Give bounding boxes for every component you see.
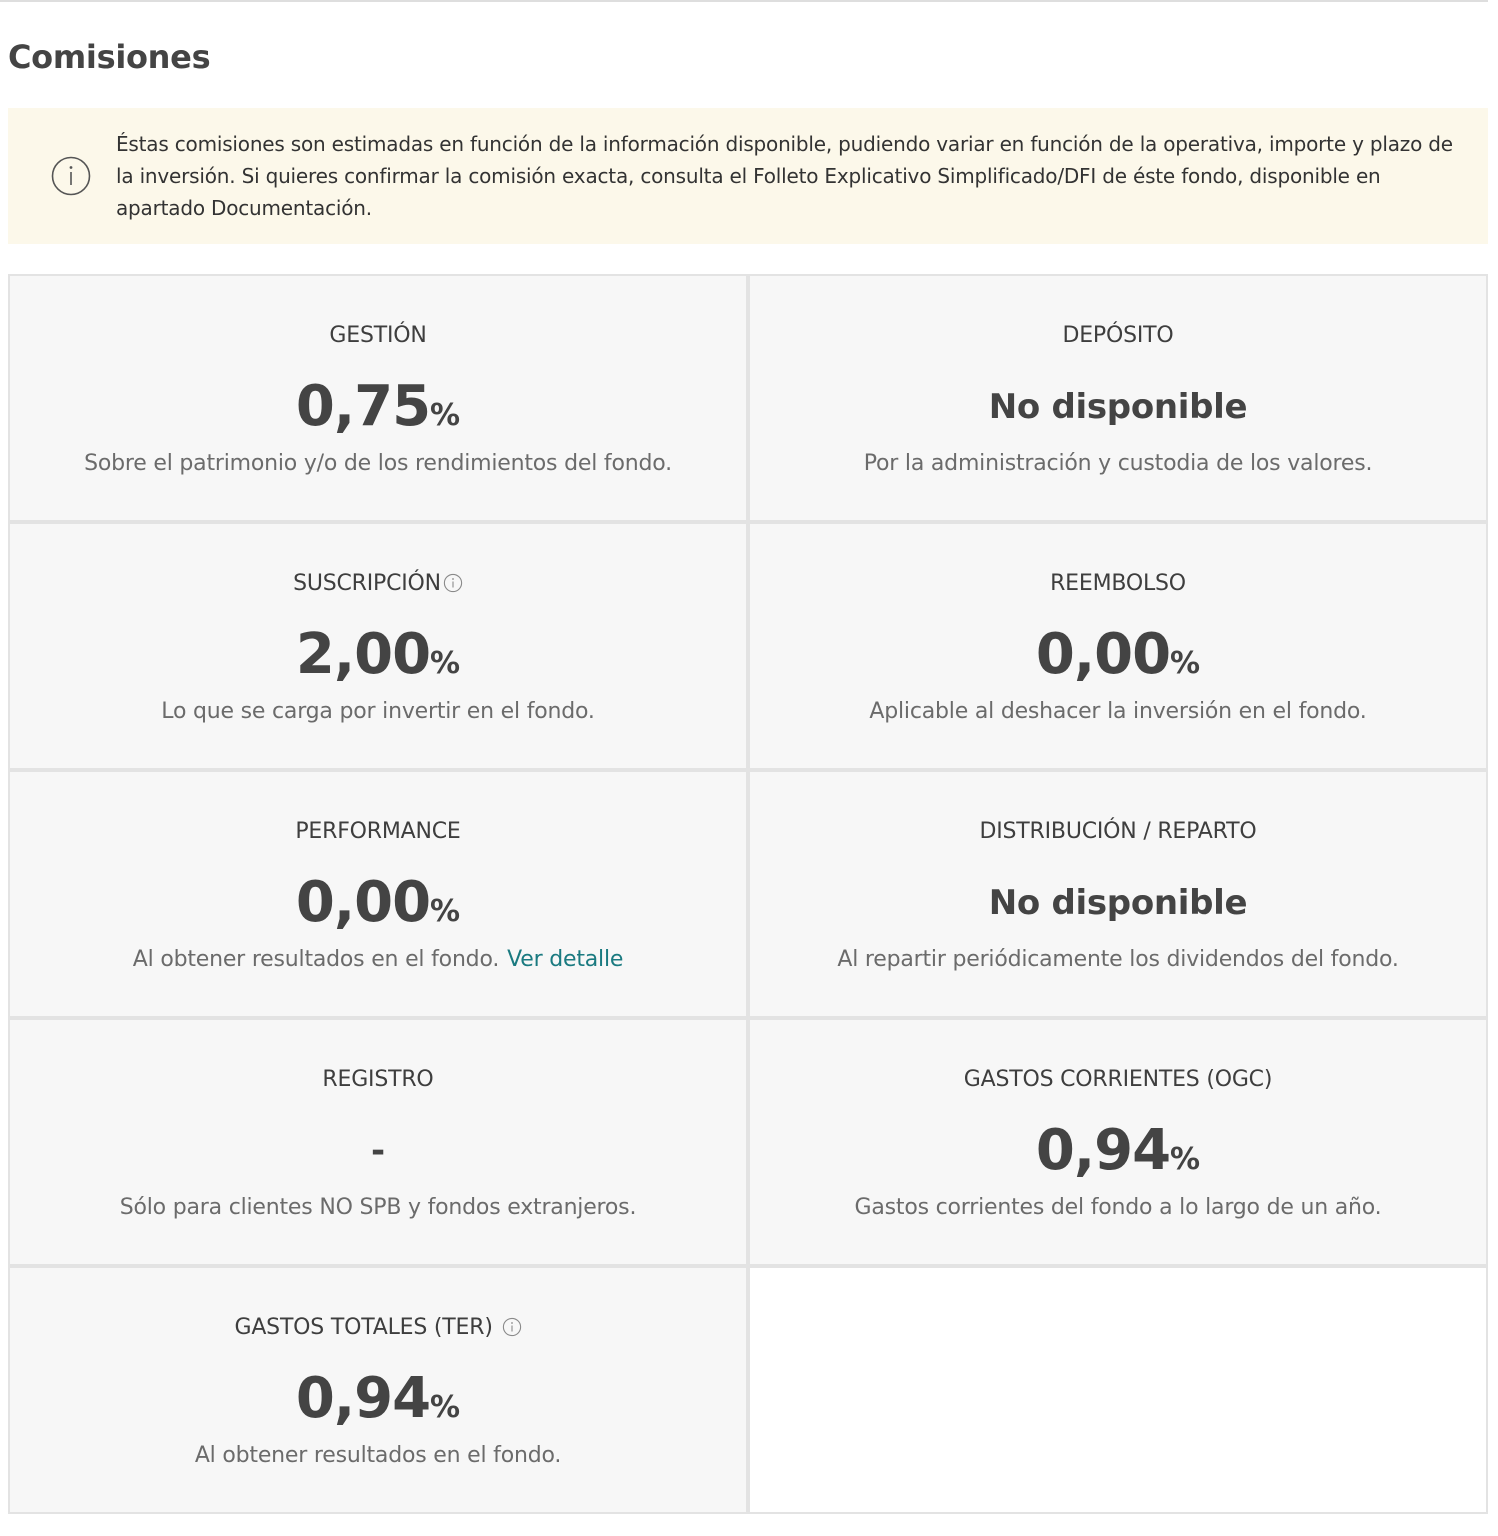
fee-number: 0,94 <box>1035 1118 1171 1183</box>
fee-description: Aplicable al deshacer la inversión en el fondo. <box>869 699 1367 724</box>
fee-label: PERFORMANCE <box>295 819 461 844</box>
fee-label: SUSCRIPCIÓN <box>293 571 441 596</box>
fee-description: Al repartir periódicamente los dividendos del fondo. <box>837 947 1399 972</box>
fee-description: Gastos corrientes del fondo a lo largo de un año. <box>854 1195 1382 1220</box>
fee-label: REGISTRO <box>322 1067 434 1092</box>
info-icon <box>51 156 91 196</box>
fee-card-reembolso <box>748 522 1488 770</box>
fee-unit: % <box>430 398 461 433</box>
fee-label: DEPÓSITO <box>1062 323 1174 348</box>
fee-card-distribucion <box>748 770 1488 1018</box>
fee-not-available: No disponible <box>988 883 1248 923</box>
fee-description: Lo que se carga por invertir en el fondo. <box>161 699 595 724</box>
info-icon[interactable] <box>502 1317 522 1337</box>
fee-value <box>10 1116 746 1186</box>
fee-value <box>750 868 1486 938</box>
info-icon[interactable] <box>443 573 463 593</box>
fee-value <box>10 868 746 938</box>
fee-description: Al obtener resultados en el fondo. <box>132 947 500 972</box>
fee-card-gastos-corrientes <box>748 1018 1488 1266</box>
fee-description: Por la administración y custodia de los valores. <box>863 451 1373 476</box>
fee-number: 0,94 <box>295 1366 431 1431</box>
fee-label-row <box>10 570 746 598</box>
fee-unit: % <box>1170 1142 1201 1177</box>
fee-label: GASTOS CORRIENTES (OGC) <box>963 1067 1273 1092</box>
fee-value <box>750 620 1486 690</box>
fees-grid <box>8 274 1488 1514</box>
fee-card-suscripcion <box>8 522 748 770</box>
fee-label: DISTRIBUCIÓN / REPARTO <box>979 819 1257 844</box>
fee-label-row <box>10 1314 746 1342</box>
empty-cell <box>748 1266 1488 1514</box>
fee-unit: % <box>430 646 461 681</box>
fee-not-available: No disponible <box>988 387 1248 427</box>
fee-label: GASTOS TOTALES (TER) <box>234 1315 493 1340</box>
top-divider <box>0 0 1488 2</box>
notice-text: Éstas comisiones son estimadas en función de la información disponible, pudiendo variar en función de la operativa, importe y plazo de la inversión. Si quieres confirmar la comisión exacta, consulta el Folleto Explicativo Simplificado/DFI de éste fondo, disponible en apartado Documentación. <box>116 132 1453 220</box>
fee-label: GESTIÓN <box>329 323 427 348</box>
fee-empty-value: - <box>370 1131 386 1171</box>
fee-card-gestion <box>8 274 748 522</box>
fee-number: 0,00 <box>295 870 431 935</box>
page-title: Comisiones <box>8 38 211 76</box>
fee-number: 0,75 <box>295 374 431 439</box>
fee-number: 0,00 <box>1035 622 1171 687</box>
fee-description: Al obtener resultados en el fondo. <box>194 1443 562 1468</box>
fee-description: Sólo para clientes NO SPB y fondos extranjeros. <box>119 1195 637 1220</box>
fee-description-row <box>10 946 746 974</box>
fee-value <box>10 620 746 690</box>
fees-notice <box>8 108 1488 244</box>
fee-value <box>10 372 746 442</box>
fee-unit: % <box>430 1390 461 1425</box>
fee-value <box>750 372 1486 442</box>
fee-card-gastos-totales <box>8 1266 748 1514</box>
fee-label: REEMBOLSO <box>1050 571 1186 596</box>
fee-card-deposito <box>748 274 1488 522</box>
fee-card-performance <box>8 770 748 1018</box>
ver-detalle-link[interactable]: Ver detalle <box>507 947 624 972</box>
fee-number: 2,00 <box>295 622 431 687</box>
fee-unit: % <box>430 894 461 929</box>
fee-value <box>750 1116 1486 1186</box>
fee-unit: % <box>1170 646 1201 681</box>
fee-value <box>10 1364 746 1434</box>
fee-card-registro <box>8 1018 748 1266</box>
fee-description: Sobre el patrimonio y/o de los rendimientos del fondo. <box>84 451 672 476</box>
